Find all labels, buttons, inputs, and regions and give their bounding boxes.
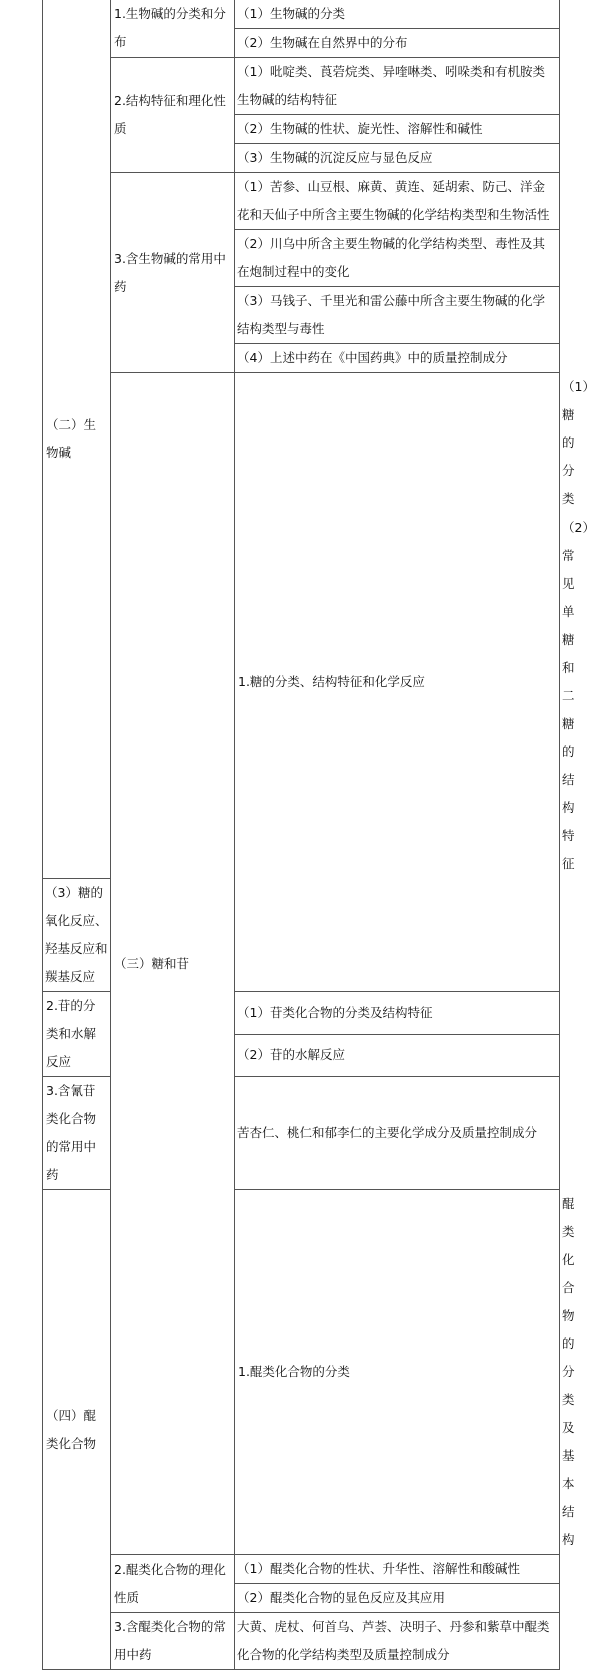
item-cell: 大黄、虎杖、何首乌、芦荟、决明子、丹参和紫草中醌类化合物的化学结构类型及质量控制成分 <box>235 1613 560 1670</box>
subsection-title: 2.苷的分类和水解反应 <box>43 992 111 1077</box>
item-cell: （2）醌类化合物的显色反应及其应用 <box>235 1584 560 1613</box>
item-cell: （1）苦参、山豆根、麻黄、黄连、延胡索、防己、洋金花和天仙子中所含主要生物碱的化学结构类型和生物活性 <box>235 173 560 230</box>
item-cell: （2）川乌中所含主要生物碱的化学结构类型、毒性及其在炮制过程中的变化 <box>235 230 560 287</box>
syllabus-table: （二）生物碱 1.生物碱的分类和分布 （1）生物碱的分类 （2）生物碱在自然界中的分布 2.结构特征和理化性质 （1）吡啶类、莨菪烷类、异喹啉类、吲哚类和有机胺类生物碱的结构特征 （2）生物碱的性状、旋光性、溶解性和碱性 （3）生物碱的沉淀反应与显色反应 3.含生物碱的常用中药 （1）苦参、山豆根、麻黄、黄连、延胡索、防己、洋金花和天仙子中所含主要生物碱的化学结构类型和生物活性 （2）川乌中所含主要生物碱的化学结构类型、毒性及其在炮制过程中的变化 （3）马钱子、千里光和雷公藤中所含主要生物碱的化学结构类型与毒性 （4）上述中药在《中国药典》中的质量控制成分 （三）糖和苷 1.糖的分类、结构特征和化学反应 （1）糖的分类 （2）常见单糖和二糖的结构特征 （3）糖的氧化反应、羟基反应和羰基反应 2.苷的分类和水解反应 （1）苷类化合物的分类及结构特征 （2）苷的水解反应 3.含氰苷类化合物的常用中药 苦杏仁、桃仁和郁李仁的主要化学成分及质量控制成分 （四）醌类化合物 1.醌类化合物的分类 醌类化合物的分类及基本结构 2.醌类化合物的理化性质 （1）醌类化合物的性状、升华性、溶解性和酸碱性 （2）醌类化合物的显色反应及其应用 3.含醌类化合物的常用中药 大黄、虎杖、何首乌、芦荟、决明子、丹参和紫草中醌类化合物的化学结构类型及质量控制成分 <box>42 0 560 1670</box>
subsection-title: 3.含生物碱的常用中药 <box>111 173 235 373</box>
item-cell: （2）苷的水解反应 <box>235 1034 560 1077</box>
item-cell: （3）马钱子、千里光和雷公藤中所含主要生物碱的化学结构类型与毒性 <box>235 287 560 344</box>
item-cell: （1）醌类化合物的性状、升华性、溶解性和酸碱性 <box>235 1555 560 1584</box>
item-cell: （2）生物碱的性状、旋光性、溶解性和碱性 <box>235 115 560 144</box>
item-cell: （3）生物碱的沉淀反应与显色反应 <box>235 144 560 173</box>
item-cell: （1）生物碱的分类 <box>235 0 560 29</box>
subsection-title: 1.糖的分类、结构特征和化学反应 <box>235 373 560 992</box>
subsection-title: 1.生物碱的分类和分布 <box>111 0 235 58</box>
item-cell: （1）吡啶类、莨菪烷类、异喹啉类、吲哚类和有机胺类生物碱的结构特征 <box>235 58 560 115</box>
subsection-title: 1.醌类化合物的分类 <box>235 1190 560 1555</box>
section-title: （三）糖和苷 <box>111 373 235 1555</box>
item-cell: （2）生物碱在自然界中的分布 <box>235 29 560 58</box>
subsection-title: 3.含氰苷类化合物的常用中药 <box>43 1077 111 1190</box>
subsection-title: 3.含醌类化合物的常用中药 <box>111 1613 235 1670</box>
item-cell: （4）上述中药在《中国药典》中的质量控制成分 <box>235 344 560 373</box>
item-cell: 苦杏仁、桃仁和郁李仁的主要化学成分及质量控制成分 <box>235 1077 560 1190</box>
subsection-title: 2.醌类化合物的理化性质 <box>111 1555 235 1613</box>
section-title: （二）生物碱 <box>43 0 111 879</box>
item-cell: （1）苷类化合物的分类及结构特征 <box>235 992 560 1035</box>
section-title: （四）醌类化合物 <box>43 1190 111 1670</box>
item-cell: （3）糖的氧化反应、羟基反应和羰基反应 <box>43 879 111 992</box>
subsection-title: 2.结构特征和理化性质 <box>111 58 235 173</box>
